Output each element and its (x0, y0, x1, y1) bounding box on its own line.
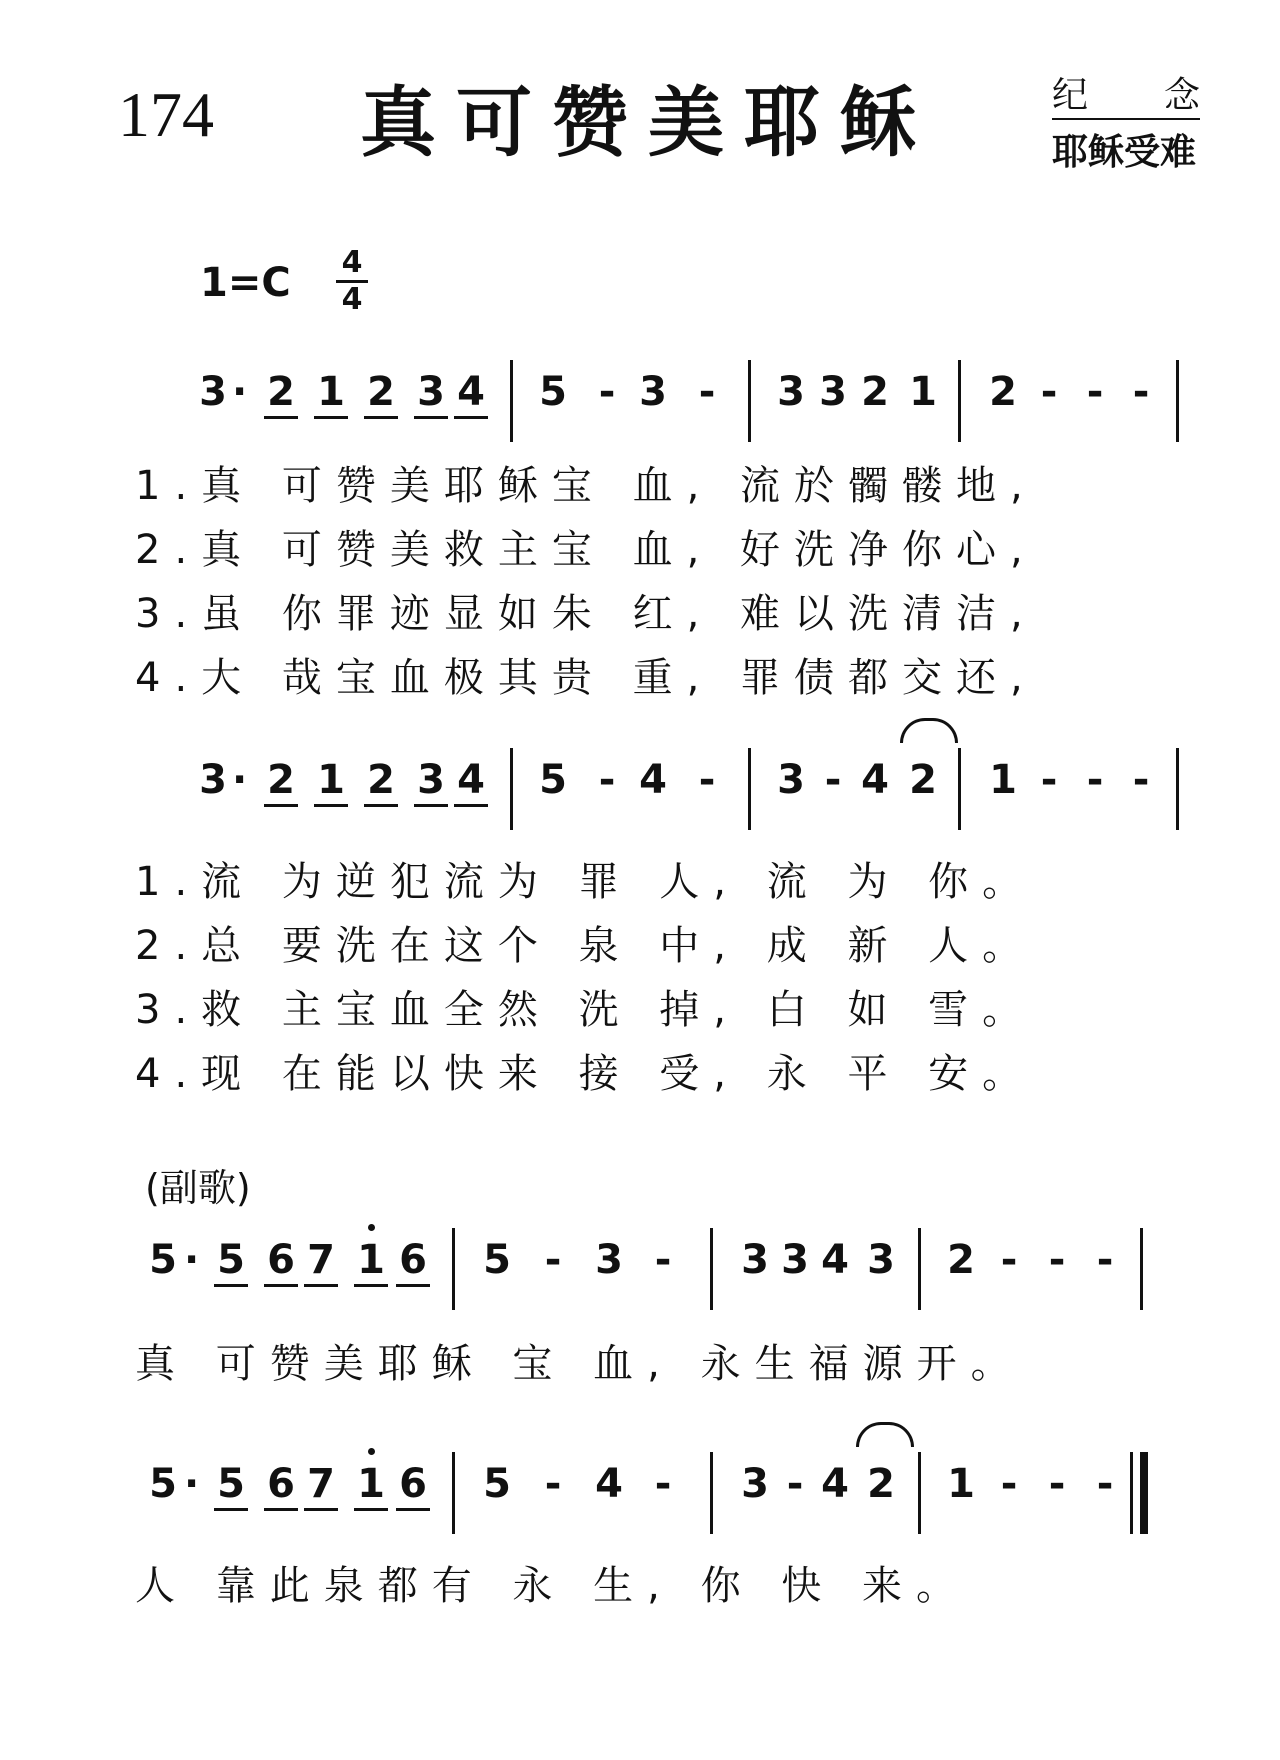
augmentation-dot: · (184, 1461, 200, 1507)
barline (452, 1452, 455, 1534)
chorus-note: 3 (741, 1461, 769, 1507)
chorus-note: 1 (947, 1461, 975, 1507)
verse-note: 3 (777, 369, 805, 415)
verse-note: 2 (861, 369, 889, 415)
note-dash: - (1048, 1461, 1066, 1507)
note-dash: - (1000, 1237, 1018, 1283)
verse-note: 4 (861, 757, 889, 803)
chorus-note: 6 (396, 1460, 430, 1511)
lyrics-block-1 (0, 462, 1280, 732)
chorus-notation-line-2 (0, 1452, 1280, 1542)
category-label: 纪念 (1052, 76, 1200, 120)
chorus-note: 6 (264, 1236, 298, 1287)
note-dash: - (1040, 369, 1058, 415)
barline (710, 1452, 713, 1534)
note-dash: - (598, 369, 616, 415)
barline (1176, 360, 1179, 442)
verse-note: 3 (199, 369, 227, 415)
time-signature-bottom: 4 (341, 282, 363, 317)
lyrics-block-2 (0, 858, 1280, 1128)
verse-lyric-line: 1.真 可赞美耶稣宝 血, 流於髑髅地, (135, 463, 1037, 509)
verse-note: 2 (364, 756, 398, 807)
verse-note: 3 (414, 756, 448, 807)
chorus-note: 3 (741, 1237, 769, 1283)
chorus-lyric-line: 人 靠此泉都有 永 生, 你 快 来。 (135, 1563, 971, 1609)
chorus-note: 6 (264, 1460, 298, 1511)
verse-note: 1 (989, 757, 1017, 803)
note-dash: - (654, 1461, 672, 1507)
note-dash: - (786, 1461, 804, 1507)
chorus-note: 4 (595, 1461, 623, 1507)
note-dash: - (598, 757, 616, 803)
note-dash: - (1086, 757, 1104, 803)
hymn-title: 真可赞美耶稣 (360, 78, 936, 167)
verse-note: 3 (414, 368, 448, 419)
verse-lyric-line: 3.救 主宝血全然 洗 掉, 白 如 雪。 (135, 987, 1037, 1033)
augmentation-dot: · (232, 757, 248, 803)
note-dash: - (698, 757, 716, 803)
chorus-lyrics-1 (0, 1340, 1280, 1400)
verse-note: 2 (364, 368, 398, 419)
final-barline-thin (1130, 1452, 1133, 1534)
barline (958, 360, 961, 442)
barline (918, 1452, 921, 1534)
chorus-lyric-line: 真 可赞美耶稣 宝 血, 永生福源开。 (135, 1341, 1025, 1387)
verse-note: 1 (314, 756, 348, 807)
category-subtitle: 耶稣受难 (1052, 132, 1197, 173)
time-signature-top: 4 (341, 245, 363, 280)
chorus-note: 5 (483, 1237, 511, 1283)
note-dash: - (1040, 757, 1058, 803)
key-signature: 1=C (200, 260, 291, 306)
verse-note: 4 (639, 757, 667, 803)
hymn-number: 174 (118, 79, 214, 150)
barline (958, 748, 961, 830)
chorus-note: 5 (214, 1460, 248, 1511)
chorus-note: 3 (595, 1237, 623, 1283)
note-dash: - (1000, 1461, 1018, 1507)
chorus-label: (副歌) (145, 1166, 251, 1210)
chorus-note: 5 (483, 1461, 511, 1507)
chorus-note: 3 (867, 1237, 895, 1283)
chorus-note: 7 (304, 1460, 338, 1511)
chorus-note: 7 (304, 1236, 338, 1287)
notation-line-1 (0, 360, 1280, 450)
note-dash: - (1086, 369, 1104, 415)
augmentation-dot: · (184, 1237, 200, 1283)
chorus-note: 5 (149, 1237, 177, 1283)
barline (748, 748, 751, 830)
verse-note: 2 (264, 756, 298, 807)
verse-note: 1 (314, 368, 348, 419)
high-octave-dot (368, 1224, 375, 1231)
chorus-note: 4 (821, 1237, 849, 1283)
chorus-note: 4 (821, 1461, 849, 1507)
note-dash: - (824, 757, 842, 803)
verse-lyric-line: 1.流 为逆犯流为 罪 人, 流 为 你。 (135, 859, 1037, 905)
chorus-note: 3 (781, 1237, 809, 1283)
verse-note: 4 (454, 756, 488, 807)
high-octave-dot (368, 1448, 375, 1455)
barline (1140, 1228, 1143, 1310)
verse-lyric-line: 4.现 在能以快来 接 受, 永 平 安。 (135, 1051, 1037, 1097)
note-dash: - (1096, 1237, 1114, 1283)
note-dash: - (698, 369, 716, 415)
verse-note: 3 (199, 757, 227, 803)
chorus-note: 6 (396, 1236, 430, 1287)
barline (452, 1228, 455, 1310)
note-dash: - (1096, 1461, 1114, 1507)
slur-mark (856, 1422, 914, 1447)
verse-note: 5 (539, 369, 567, 415)
chorus-note: 5 (214, 1236, 248, 1287)
barline (510, 360, 513, 442)
chorus-note: 1 (354, 1460, 388, 1511)
notation-line-2 (0, 748, 1280, 838)
verse-note: 4 (454, 368, 488, 419)
note-dash: - (1132, 369, 1150, 415)
barline (748, 360, 751, 442)
verse-lyric-line: 2.总 要洗在这个 泉 中, 成 新 人。 (135, 923, 1037, 969)
verse-lyric-line: 3.虽 你罪迹显如朱 红, 难以洗清洁, (135, 591, 1037, 637)
verse-note: 2 (989, 369, 1017, 415)
barline (918, 1228, 921, 1310)
verse-lyric-line: 2.真 可赞美救主宝 血, 好洗净你心, (135, 527, 1037, 573)
verse-note: 5 (539, 757, 567, 803)
note-dash: - (1132, 757, 1150, 803)
verse-note: 1 (909, 369, 937, 415)
barline (710, 1228, 713, 1310)
augmentation-dot: · (232, 369, 248, 415)
note-dash: - (654, 1237, 672, 1283)
barline (510, 748, 513, 830)
chorus-note: 2 (867, 1461, 895, 1507)
barline (1176, 748, 1179, 830)
chorus-notation-line-1 (0, 1228, 1280, 1318)
verse-note: 3 (639, 369, 667, 415)
verse-note: 2 (909, 757, 937, 803)
chorus-note: 1 (354, 1236, 388, 1287)
verse-note: 3 (819, 369, 847, 415)
chorus-lyrics-2 (0, 1562, 1280, 1622)
note-dash: - (544, 1237, 562, 1283)
note-dash: - (1048, 1237, 1066, 1283)
note-dash: - (544, 1461, 562, 1507)
chorus-note: 5 (149, 1461, 177, 1507)
verse-note: 3 (777, 757, 805, 803)
verse-note: 2 (264, 368, 298, 419)
chorus-note: 2 (947, 1237, 975, 1283)
verse-lyric-line: 4.大 哉宝血极其贵 重, 罪债都交还, (135, 655, 1037, 701)
time-signature (334, 246, 370, 317)
final-barline (1140, 1452, 1148, 1534)
